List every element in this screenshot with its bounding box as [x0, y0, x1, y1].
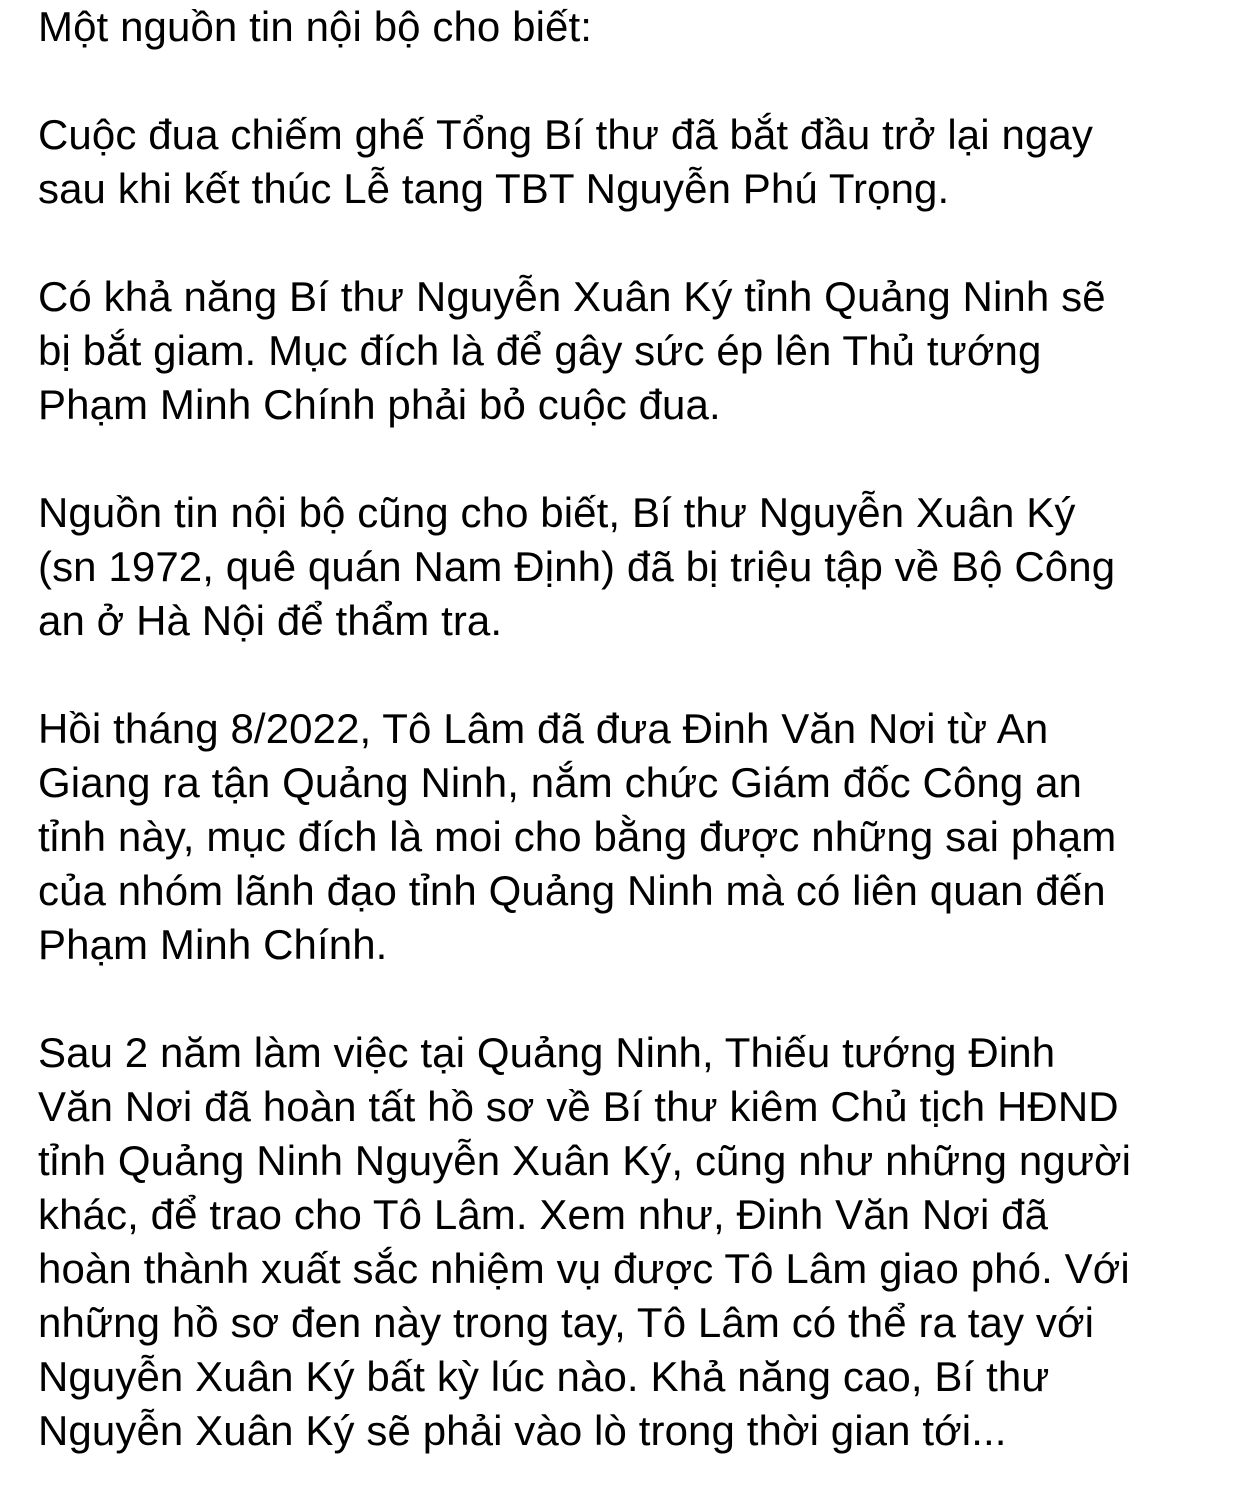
- text-line: Nguyễn Xuân Ký bất kỳ lúc nào. Khả năng cao, Bí thư: [38, 1353, 1050, 1400]
- text-line: Phạm Minh Chính phải bỏ cuộc đua.: [38, 381, 721, 428]
- post-body: [38, 0, 1228, 1512]
- text-line: an ở Hà Nội để thẩm tra.: [38, 597, 503, 644]
- text-line: Hồi tháng 8/2022, Tô Lâm đã đưa Đinh Văn Nơi từ An: [38, 705, 1049, 752]
- paragraph-summons: [38, 486, 1228, 648]
- text-line: tỉnh Quảng Ninh Nguyễn Xuân Ký, cũng như những người: [38, 1137, 1132, 1184]
- paragraph-background: [38, 702, 1228, 972]
- text-line: Một nguồn tin nội bộ cho biết:: [38, 3, 593, 50]
- text-line: hoàn thành xuất sắc nhiệm vụ được Tô Lâm giao phó. Với: [38, 1245, 1130, 1292]
- text-line: những hồ sơ đen này trong tay, Tô Lâm có thể ra tay với: [38, 1299, 1095, 1346]
- paragraph-conclusion: [38, 1026, 1228, 1458]
- text-line: sau khi kết thúc Lễ tang TBT Nguyễn Phú Trọng.: [38, 165, 950, 212]
- paragraph-arrest: [38, 270, 1228, 432]
- text-line: Sau 2 năm làm việc tại Quảng Ninh, Thiếu tướng Đinh: [38, 1029, 1056, 1076]
- text-line: tỉnh này, mục đích là moi cho bằng được những sai phạm: [38, 813, 1117, 860]
- text-line: Giang ra tận Quảng Ninh, nắm chức Giám đốc Công an: [38, 759, 1083, 806]
- text-line: của nhóm lãnh đạo tỉnh Quảng Ninh mà có liên quan đến: [38, 867, 1106, 914]
- text-line: bị bắt giam. Mục đích là để gây sức ép lên Thủ tướng: [38, 327, 1042, 374]
- text-line: Nguyễn Xuân Ký sẽ phải vào lò trong thời gian tới...: [38, 1407, 1007, 1454]
- text-line: Cuộc đua chiếm ghế Tổng Bí thư đã bắt đầu trở lại ngay: [38, 111, 1093, 158]
- text-line: Có khả năng Bí thư Nguyễn Xuân Ký tỉnh Quảng Ninh sẽ: [38, 273, 1106, 320]
- text-line: Văn Nơi đã hoàn tất hồ sơ về Bí thư kiêm Chủ tịch HĐND: [38, 1083, 1119, 1130]
- paragraph-intro: [38, 0, 1228, 54]
- paragraph-race: [38, 108, 1228, 216]
- text-line: khác, để trao cho Tô Lâm. Xem như, Đinh Văn Nơi đã: [38, 1191, 1049, 1238]
- text-line: Phạm Minh Chính.: [38, 921, 388, 968]
- text-line: Nguồn tin nội bộ cũng cho biết, Bí thư Nguyễn Xuân Ký: [38, 489, 1076, 536]
- text-line: (sn 1972, quê quán Nam Định) đã bị triệu tập về Bộ Công: [38, 543, 1116, 590]
